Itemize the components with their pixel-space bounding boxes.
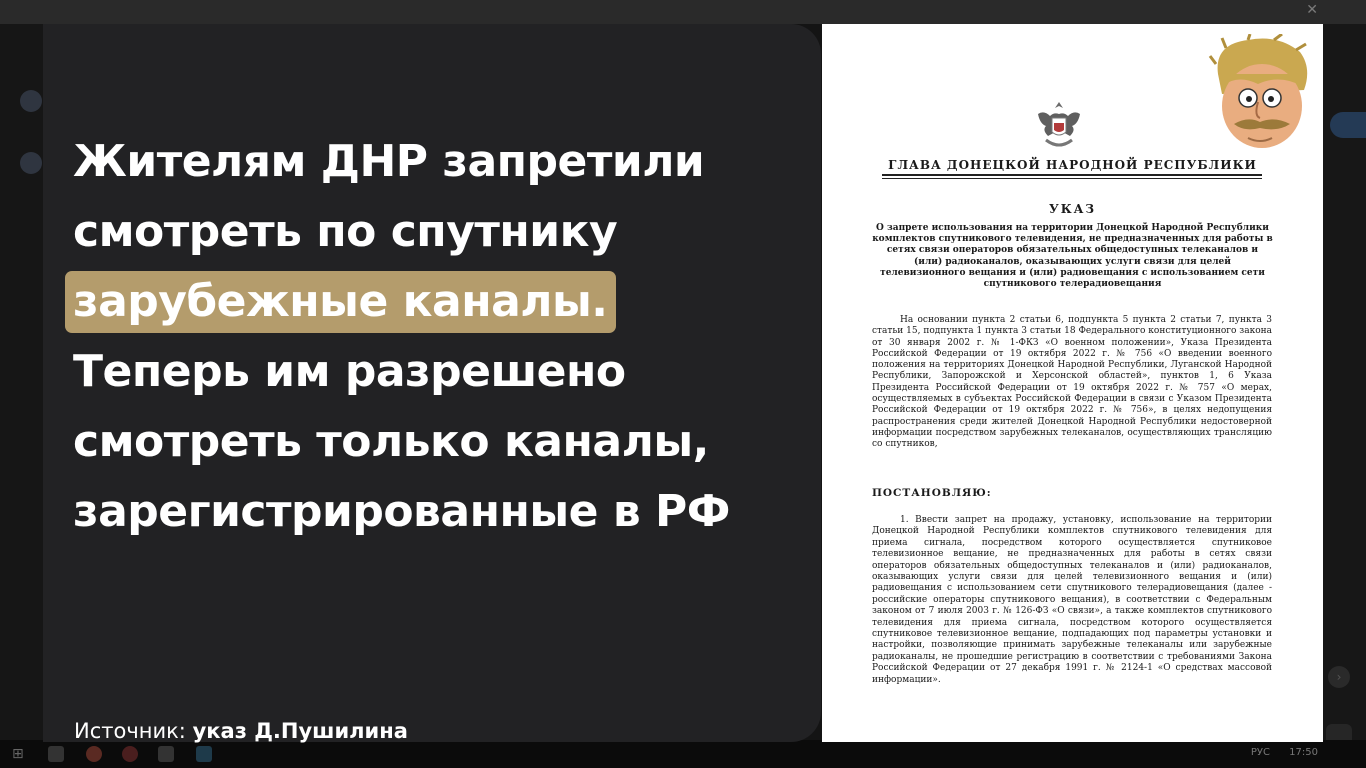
background-titlebar [0, 0, 1366, 24]
windows-start-icon[interactable]: ⊞ [12, 746, 24, 762]
document-header: ГЛАВА ДОНЕЦКОЙ НАРОДНОЙ РЕСПУБЛИКИ [888, 158, 1257, 172]
source-value: указ Д.Пушилина [192, 719, 408, 743]
caricature-face-icon [1208, 34, 1312, 154]
news-card [43, 24, 821, 742]
headline [73, 127, 730, 547]
document-type: УКАЗ [1048, 202, 1097, 216]
divider [882, 174, 1262, 176]
divider [882, 178, 1262, 179]
close-icon[interactable]: ✕ [1306, 2, 1318, 18]
taskbar-app-icon[interactable] [196, 746, 212, 762]
source-label: Источник: [74, 719, 186, 743]
headline-line: зарегистрированные в РФ [73, 486, 730, 537]
headline-line: смотреть только каналы, [73, 416, 709, 467]
chevron-right-icon[interactable]: › [1328, 666, 1350, 688]
document-title: О запрете использования на территории Донецкой Народной Республики комплектов спутникового телевидения, не предназначенных для работы в сетях связи операторов обязательных общедоступных телеканалов и (или) радиоканалов, оказывающих услуги связи для целей телевизионного вещания и (или) радиовещания с использованием сети спутникового телерадиовещания [872, 223, 1273, 290]
headline-line: Теперь им разрешено [73, 346, 626, 397]
background-button[interactable] [1330, 112, 1366, 138]
headline-line: Жителям ДНР запретили [73, 136, 705, 187]
headline-highlight: зарубежные каналы. [65, 271, 616, 333]
headline-line: смотреть по спутнику [73, 206, 618, 257]
source-caption [74, 717, 408, 745]
sidebar-app-icon[interactable] [20, 90, 42, 112]
clock[interactable]: 17:50 [1289, 747, 1318, 758]
document-paragraph: 1. Ввести запрет на продажу, установку, использование на территории Донецкой Народной Республики комплектов спутникового телевидения для приема сигнала, посредством которого осуществляется спутниковое телевизионное вещание, не предназначенных для работы в сетях связи операторов обязательных общедоступных телеканалов и (или) радиоканалов, оказывающих услуги связи для целей телевизионного вещания и (или) радиовещания с использованием сети спутникового телерадиовещания (далее - российские операторы спутникового вещания), в соответствии с Федеральным законом от 7 июля 2003 г. № 126-ФЗ «О связи», а также комплектов спутникового телевидения для приема сигнала, посредством которого осуществляется спутниковое телевизионное вещание, подпадающих под параметры установки и настройки, позволяющие принимать зарубежные телеканалы или зарубежные радиоканалы, не прошедшие регистрацию в соответствии с требованиями Закона Российской Федерации от 27 декабря 1991 г. № 2124-1 «О средствах массовой информации». [872, 515, 1272, 685]
background-sidebar [0, 24, 44, 740]
browser-icon[interactable] [86, 746, 102, 762]
taskbar-app-icon[interactable] [158, 746, 174, 762]
document-basis: На основании пункта 2 статьи 6, подпункта 5 пункта 2 статьи 7, пункта 3 статьи 15, подпункта 1 пункта 3 статьи 18 Федерального конституционного закона от 30 января 2002 г. № 1-ФКЗ «О военном положении», Указа Президента Российской Федерации от 19 октября 2022 г. № 756 «О введении военного положения на территориях Донецкой Народной Республики, Луганской Народной Республики, Запорожской и Херсонской областей», пунктов 1, 6 Указа Президента Российской Федерации от 19 октября 2022 г. № 757 «О мерах, осуществляемых в субъектах Российской Федерации в связи с Указом Президента Российской Федерации от 19 октября 2022 г. № 756», в целях недопущения распространения среди жителей Донецкой Народной Республики недостоверной информации посредством зарубежных телеканалов, осуществляющих трансляцию со спутников, [872, 315, 1272, 450]
language-indicator[interactable]: РУС [1250, 747, 1270, 758]
background-right-panel [1322, 24, 1366, 740]
opera-icon[interactable] [122, 746, 138, 762]
search-icon[interactable] [48, 746, 64, 762]
coat-of-arms-icon [1034, 96, 1084, 156]
document-resolve: ПОСТАНОВЛЯЮ: [872, 487, 992, 499]
sidebar-app-icon[interactable] [20, 152, 42, 174]
decree-document [822, 24, 1323, 742]
